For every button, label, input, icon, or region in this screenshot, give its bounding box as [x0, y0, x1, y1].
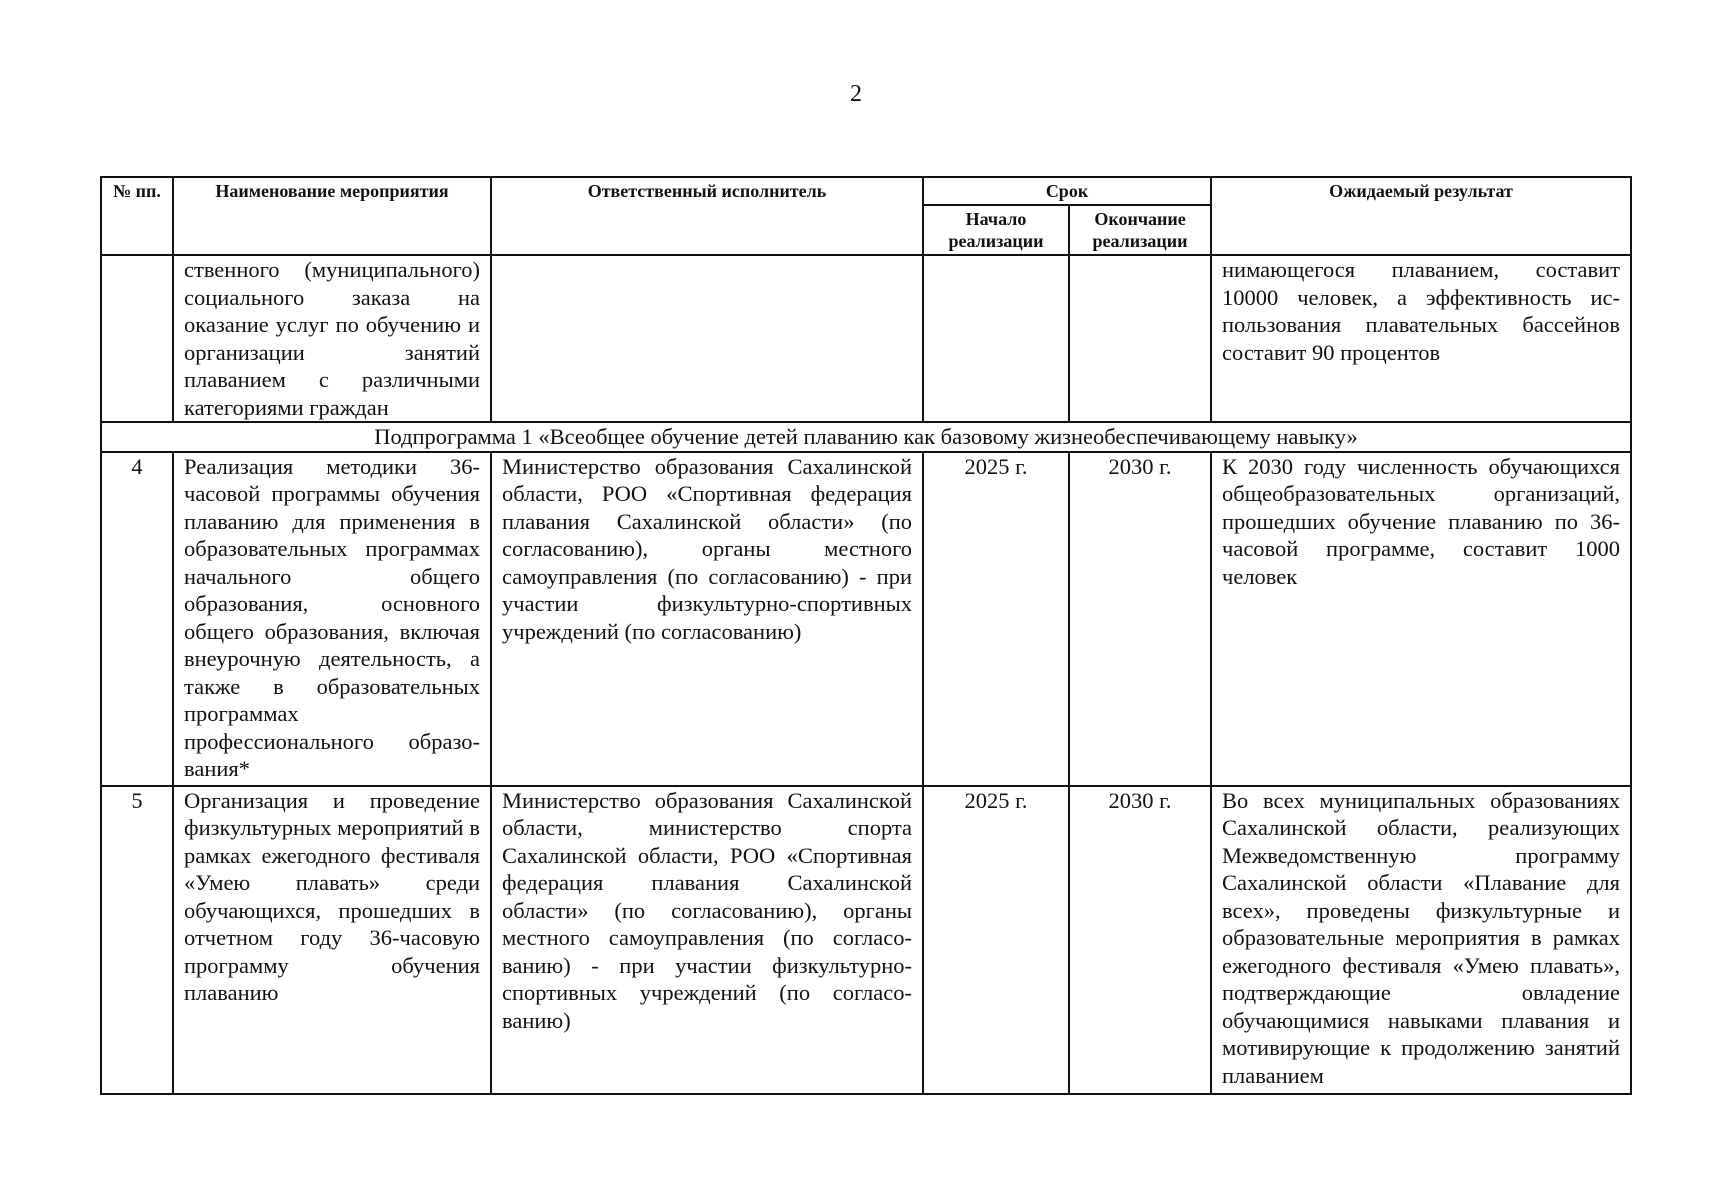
header-end: Окончание реализации	[1069, 205, 1211, 255]
cell-end: 2030 г.	[1069, 452, 1211, 786]
cell-executor: Министерство образования Сахалинской области, РОО «Спортивная федерация плавания Сахалинской области» (по согласованию), органы местного самоуправления (по согласованию) - при участии физкультурно-спортивных учреждений (по согласованию)	[491, 452, 923, 786]
section-row	[101, 422, 1631, 452]
cell-result: К 2030 году численность обучающихся общеобразовательных организаций, прошедших обучение плаванию по 36-часовой программе, составит 1000 человек	[1211, 452, 1631, 786]
section-title: Подпрограмма 1 «Всеобщее обучение детей плаванию как базовому жизнеобеспечивающему навыку»	[101, 422, 1631, 452]
cell-name: Реализация методики 36-часовой программы обучения плаванию для применения в образовательных программах начального общего образования, основного общего образования, включая внеурочную деятельность, а также в образовательных программах профессионального образования*	[173, 452, 491, 786]
cell-executor: Министерство образования Сахалинской области, министерство спорта Сахалинской области, РОО «Спортивная федерация плавания Сахалинской области» (по согласованию), органы местного самоуправления (по согласованию) - при участии физкультурно-спортивных учреждений (по согласованию)	[491, 786, 923, 1094]
cell-num	[101, 255, 173, 422]
cell-start	[923, 255, 1069, 422]
table-row-continuation	[101, 255, 1631, 422]
cell-end	[1069, 255, 1211, 422]
cell-start: 2025 г.	[923, 786, 1069, 1094]
header-result: Ожидаемый результат	[1211, 177, 1631, 255]
header-num: № пп.	[101, 177, 173, 255]
events-table	[100, 176, 1632, 1095]
page-number: 2	[850, 81, 862, 107]
cell-end: 2030 г.	[1069, 786, 1211, 1094]
cell-num: 4	[101, 452, 173, 786]
header-term: Срок	[923, 177, 1211, 205]
cell-result: нимающегося плаванием, составит 10000 человек, а эффективность использования плавательных бассейнов составит 90 процентов	[1211, 255, 1631, 422]
header-start: Начало реализации	[923, 205, 1069, 255]
header-name: Наименование мероприятия	[173, 177, 491, 255]
cell-name: Организация и проведение физкультурных мероприятий в рамках ежегодного фестиваля «Умею плавать» среди обучающихся, прошедших в отчетном году 36-часовую программу обучения плаванию	[173, 786, 491, 1094]
cell-result: Во всех муниципальных образованиях Сахалинской области, реализующих Межведомственную программу Сахалинской области «Плавание для всех», проведены физкультурные и образовательные мероприятия в рамках ежегодного фестиваля «Умею плавать», подтверждающие овладение обучающимися навыками плавания и мотивирующие к продолжению занятий плаванием	[1211, 786, 1631, 1094]
cell-executor	[491, 255, 923, 422]
header-executor: Ответственный исполнитель	[491, 177, 923, 255]
table-row	[101, 452, 1631, 786]
table-row	[101, 786, 1631, 1094]
cell-name: ственного (муниципального) социального заказа на оказание услуг по обучению и организации занятий плаванием с различными категориями граждан	[173, 255, 491, 422]
cell-num: 5	[101, 786, 173, 1094]
cell-start: 2025 г.	[923, 452, 1069, 786]
